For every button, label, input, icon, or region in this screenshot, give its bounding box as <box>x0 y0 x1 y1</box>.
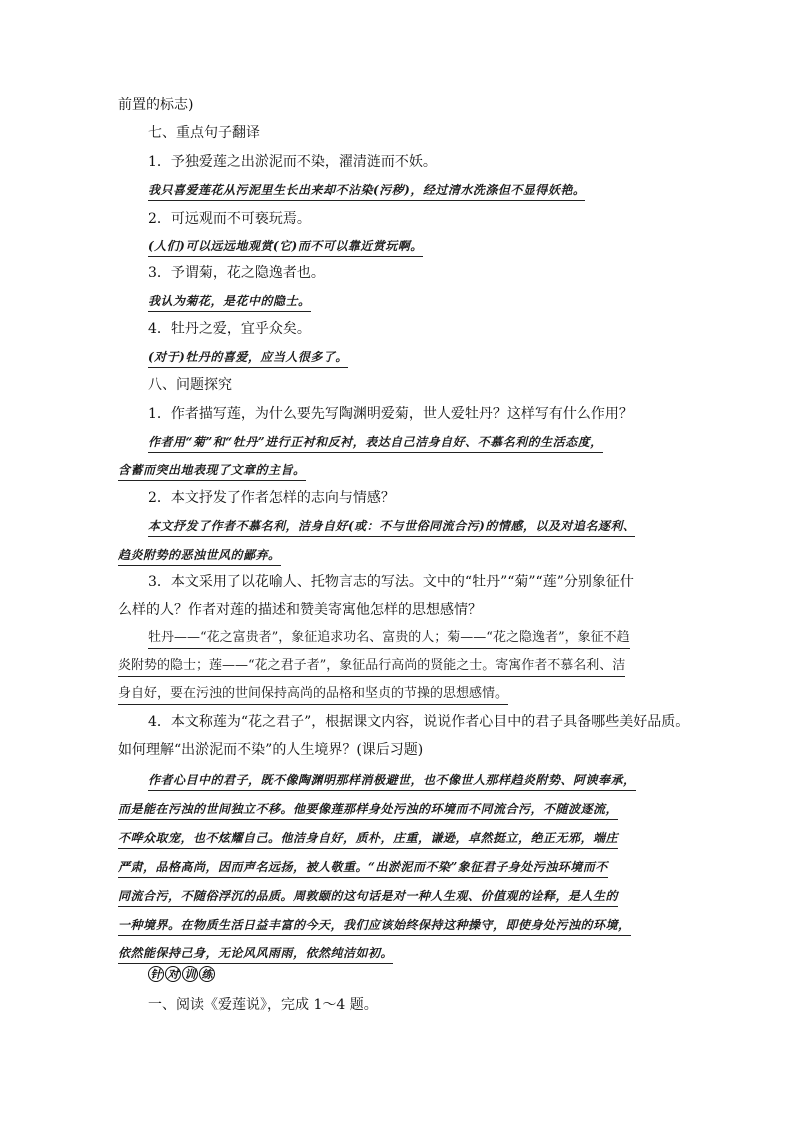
answer-line: (人们)可以远远地观赏(它)而不可以靠近赏玩啊。 <box>148 237 423 257</box>
answer-line: 身自好，要在污浊的世间保持高尚的品格和坚贞的节操的思想感情。 <box>118 685 508 705</box>
answer-line: 不哗众取宠，也不炫耀自己。他洁身自好，质朴，庄重，谦逊，卓然挺立，绝正无邪，端庄 <box>118 829 618 849</box>
answer-line: 我只喜爱莲花从污泥里生长出来却不沾染(污秽)，经过清水洗涤但不显得妖艳。 <box>148 181 585 201</box>
badge-char: 对 <box>165 966 181 982</box>
answer-line: 一种境界。在物质生活日益丰富的今天，我们应该始终保持这种操守，即使身处污浊的环境， <box>118 916 631 936</box>
answer-line: 作者用“菊”和“牡丹”进行正衬和反衬，表达自己洁身自好、不慕名利的生活态度， <box>148 433 603 453</box>
question-line: 3．本文采用了以花喻人、托物言志的写法。文中的“牡丹”“菊”“莲”分别象征什 <box>148 574 634 590</box>
question-line: 1．予独爱莲之出淤泥而不染，濯清涟而不妖。 <box>148 154 437 170</box>
answer-line: 我认为菊花，是花中的隐士。 <box>148 292 311 312</box>
badge-char: 练 <box>199 966 215 982</box>
answer-line: 作者心目中的君子，既不像陶渊明那样消极避世，也不像世人那样趋炎附势、阿谀奉承， <box>148 771 636 791</box>
badge-char: 针 <box>148 966 164 982</box>
answer-line: 而是能在污浊的世间独立不移。他要像莲那样身处污浊的环境而不同流合污，不随波逐流， <box>118 800 618 820</box>
question-line: 2．本文抒发了作者怎样的志向与情感？ <box>148 490 395 506</box>
answer-line: 炎附势的隐士；莲——“花之君子者”，象征品行高尚的贤能之士。寄寓作者不慕名利、洁 <box>118 657 625 677</box>
section-heading-translation: 七、重点句子翻译 <box>148 125 260 141</box>
question-line: 1．作者描写莲，为什么要先写陶渊明爱菊，世人爱牡丹？这样写有什么作用？ <box>148 406 633 422</box>
answer-line: (对于)牡丹的喜爱，应当人很多了。 <box>148 348 348 368</box>
answer-line: 本文抒发了作者不慕名利，洁身自好(或：不与世俗同流合污)的情感，以及对追名逐利、 <box>148 517 635 537</box>
answer-line: 同流合污，不随俗浮沉的品质。周敦颐的这句话是对一种人生观、价值观的诠释，是人生的 <box>118 887 618 907</box>
exercise-instruction: 一、阅读《爱莲说》，完成 1～4 题。 <box>148 997 378 1013</box>
question-line: 么样的人？作者对莲的描述和赞美寄寓他怎样的思想感情？ <box>118 602 482 618</box>
question-line: 3．予谓菊，花之隐逸者也。 <box>148 265 325 281</box>
badge-char: 训 <box>182 966 198 982</box>
answer-line: 严肃，品格高尚，因而声名远扬，被人敬重。“出淤泥而不染”象征君子身处污浊环境而不 <box>118 858 608 878</box>
question-line: 如何理解“出淤泥而不染”的人生境界？(课后习题) <box>118 742 424 758</box>
text-line: 前置的标志) <box>118 97 194 113</box>
question-line: 2．可远观而不可亵玩焉。 <box>148 211 311 227</box>
practice-badge <box>148 966 215 982</box>
section-heading-inquiry: 八、问题探究 <box>148 377 232 393</box>
answer-line: 含蓄而突出地表现了文章的主旨。 <box>118 461 306 481</box>
answer-line: 牡丹——“花之富贵者”，象征追求功名、富贵的人；菊——“花之隐逸者”，象征不趋 <box>148 629 630 649</box>
answer-line: 趋炎附势的恶浊世风的鄙弃。 <box>118 546 281 566</box>
question-line: 4．本文称莲为“花之君子”，根据课文内容，说说作者心目中的君子具备哪些美好品质。 <box>148 714 690 730</box>
answer-line: 依然能保持己身，无论风风雨雨，依然纯洁如初。 <box>118 944 393 964</box>
question-line: 4．牡丹之爱，宜乎众矣。 <box>148 321 311 337</box>
